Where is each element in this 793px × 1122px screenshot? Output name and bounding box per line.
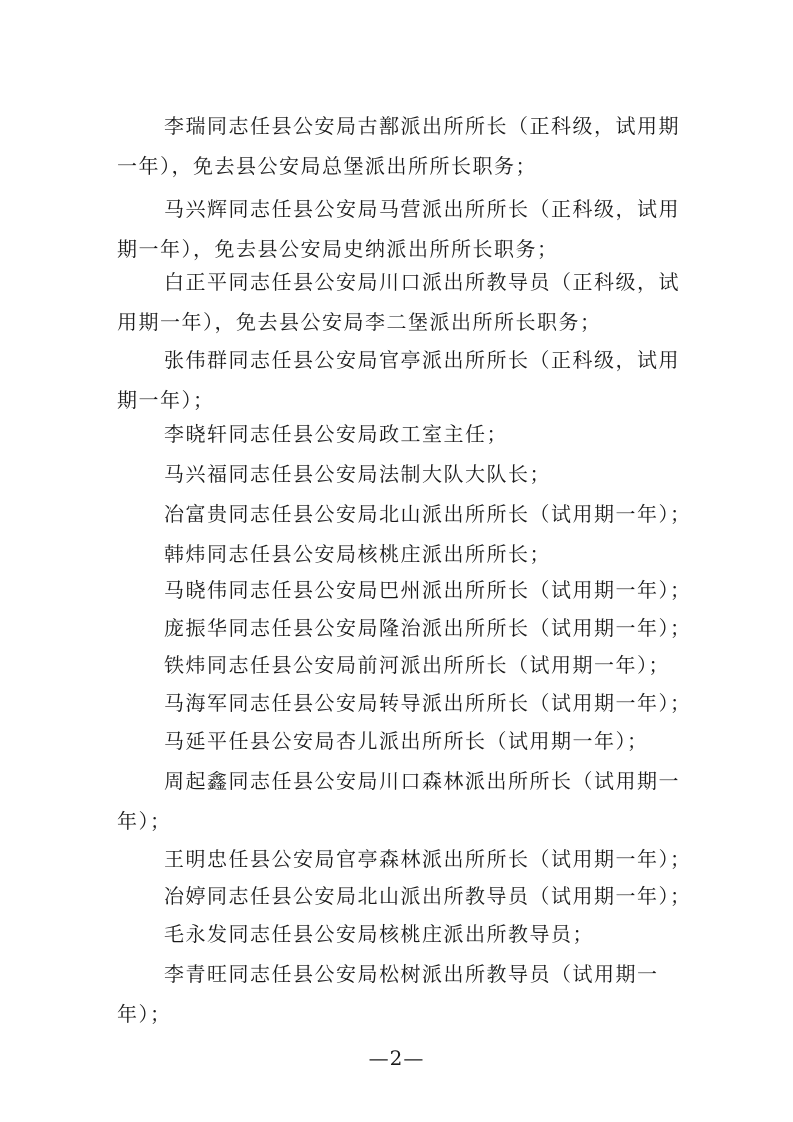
- paragraph-line: 马海军同志任县公安局转导派出所所长（试用期一年）；: [164, 691, 692, 715]
- paragraph-line: 马兴辉同志任县公安局马营派出所所长（正科级，试用: [164, 197, 680, 221]
- paragraph-line: 毛永发同志任县公安局核桃庄派出所教导员；: [164, 922, 594, 946]
- appointment-paragraph: [0, 340, 793, 420]
- paragraph-line: 年）；: [117, 1002, 172, 1026]
- paragraph-line: 年）；: [117, 809, 172, 833]
- appointment-paragraph: [0, 106, 793, 186]
- appointment-paragraph: [0, 454, 793, 494]
- paragraph-line: 期一年）；: [117, 388, 215, 412]
- appointment-paragraph: [0, 494, 793, 534]
- paragraph-line: 庞振华同志任县公安局隆治派出所所长（试用期一年）；: [164, 616, 692, 640]
- paragraph-line: 李青旺同志任县公安局松树派出所教导员（试用期一: [164, 962, 659, 986]
- paragraph-line: 张伟群同志任县公安局官亭派出所所长（正科级，试用: [164, 348, 680, 372]
- paragraph-line: 马延平任县公安局杏儿派出所所长（试用期一年）；: [164, 729, 649, 753]
- paragraph-line: 王明忠任县公安局官亭森林派出所所长（试用期一年）；: [164, 847, 692, 871]
- paragraph-line: 用期一年），免去县公安局李二堡派出所所长职务；: [117, 310, 602, 334]
- paragraph-line: 一年），免去县公安局总堡派出所所长职务；: [117, 154, 537, 178]
- paragraph-line: 铁炜同志任县公安局前河派出所所长（试用期一年）；: [164, 653, 670, 677]
- appointment-paragraph: [0, 262, 793, 342]
- appointment-paragraph: [0, 414, 793, 454]
- paragraph-line: 白正平同志任县公安局川口派出所教导员（正科级，试: [164, 270, 680, 294]
- appointment-paragraph: [0, 914, 793, 954]
- paragraph-line: 周起鑫同志任县公安局川口森林派出所所长（试用期一: [164, 769, 680, 793]
- appointment-paragraph: [0, 608, 793, 648]
- appointment-paragraph: [0, 189, 793, 269]
- appointment-paragraph: [0, 534, 793, 574]
- appointment-paragraph: [0, 839, 793, 879]
- appointment-paragraph: [0, 645, 793, 685]
- paragraph-line: 冶富贵同志任县公安局北山派出所所长（试用期一年）；: [164, 502, 692, 526]
- appointment-paragraph: [0, 954, 793, 1034]
- appointment-paragraph: [0, 721, 793, 761]
- paragraph-line: 韩炜同志任县公安局核桃庄派出所所长；: [164, 542, 551, 566]
- appointment-paragraph: [0, 683, 793, 723]
- appointment-paragraph: [0, 570, 793, 610]
- paragraph-line: 李晓轩同志任县公安局政工室主任；: [164, 422, 508, 446]
- paragraph-line: 期一年），免去县公安局史纳派出所所长职务；: [117, 237, 559, 261]
- paragraph-line: 马晓伟同志任县公安局巴州派出所所长（试用期一年）；: [164, 578, 692, 602]
- paragraph-line: 冶婷同志任县公安局北山派出所教导员（试用期一年）；: [164, 884, 692, 908]
- appointment-paragraph: [0, 876, 793, 916]
- paragraph-line: 马兴福同志任县公安局法制大队大队长；: [164, 462, 551, 486]
- page-number: —2—: [368, 1046, 425, 1070]
- appointment-paragraph: [0, 761, 793, 841]
- paragraph-line: 李瑞同志任县公安局古鄯派出所所长（正科级，试用期: [164, 114, 680, 138]
